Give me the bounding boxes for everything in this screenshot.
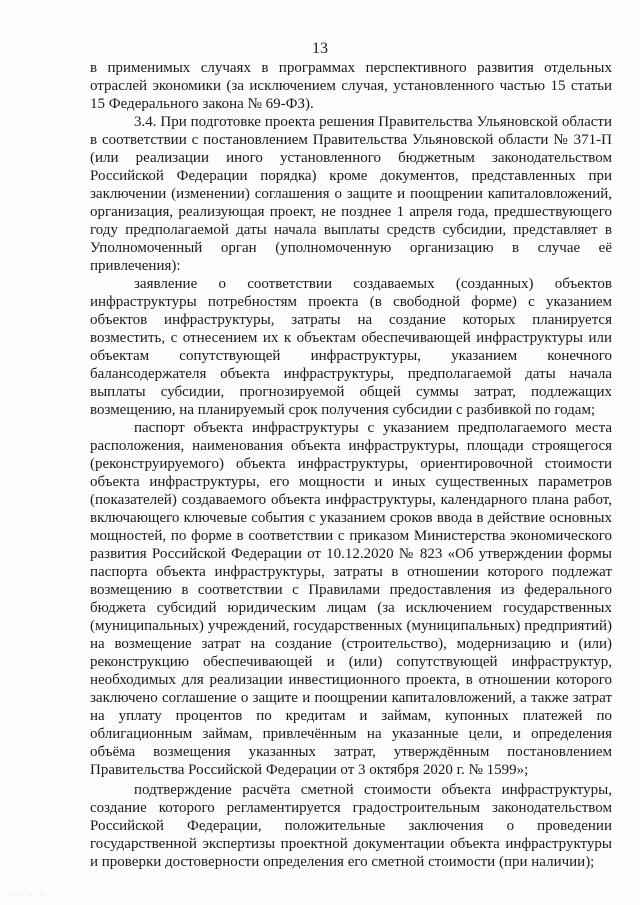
paragraph-continuation: в применимых случаях в программах перспективного развития отдельных отраслей экономики (за исключением случая, установленного частью 15 статьи 15 Федерального закона № 69-ФЗ).: [90, 60, 612, 112]
scan-artifact-marks: ·· ·· ·· ··: [8, 891, 43, 899]
paragraph-infrastructure-passport: паспорт объекта инфраструктуры с указанием предполагаемого места расположения, наименования объекта инфраструктуры, площади строящегося (реконструируемого) объекта инфраструктуры, ориентировочной стоимости объекта инфраструктуры, его мощности и иных существенных параметров (показателей) создаваемого объекта инфраструктуры, календарного плана работ, включающего ключевые события с указанием сроков ввода в действие основных мощностей, по форме в соответствии с приказом Министерства экономического развития Российской Федерации от 10.12.2020 № 823 «Об утверждении формы паспорта объекта инфраструктуры, затраты в отношении которого подлежат возмещению в соответствии с Правилами предоставления из федерального бюджета субсидий юридическим лицам (за исключением государственных (муниципальных) учреждений, государственных (муниципальных) предприятий) на возмещение затрат на создание (строительство), модернизацию и (или) реконструкцию обеспечивающей и (или) сопутствующей инфраструктур, необходимых для реализации инвестиционного проекта, в отношении которого заключено соглашение о защите и поощрении капиталовложений, а также затрат на уплату процентов по кредитам и займам, купонных платежей по облигационным займам, привлечённым на указанные цели, и определения объёма возмещения указанных затрат, утверждённым постановлением Правительства Российской Федерации от 3 октября 2020 г. № 1599»;: [90, 420, 612, 778]
paragraph-clause-3-4: 3.4. При подготовке проекта решения Правительства Ульяновской области в соответствии с постановлением Правительства Ульяновской области № 371-П (или реализации иного установленного бюджетным законодательством Российской Федерации порядка) кроме документов, представленных при заключении (изменении) соглашения о защите и поощрении капиталовложений, организация, реализующая проект, не позднее 1 апреля года, предшествующего году предполагаемой даты начала выплаты средств субсидии, представляет в Уполномоченный орган (уполномоченную организацию в случае её привлечения):: [90, 114, 612, 274]
document-body: [90, 59, 612, 871]
page-number: 13: [312, 40, 328, 57]
paragraph-cost-confirmation: подтверждение расчёта сметной стоимости объекта инфраструктуры, создание которого регламентируется градостроительным законодательством Российской Федерации, положительные заключения о проведении государственной экспертизы проектной документации объекта инфраструктуры и проверки достоверности определения его сметной стоимости (при наличии);: [90, 782, 612, 870]
paragraph-application-statement: заявление о соответствии создаваемых (созданных) объектов инфраструктуры потребностям проекта (в свободной форме) с указанием объектов инфраструктуры, затраты на создание которых планируется возместить, с отнесением их к объектам обеспечивающей инфраструктуры или объектам сопутствующей инфраструктуры, указанием конечного балансодержателя объекта инфраструктуры, предполагаемой даты начала выплаты субсидии, прогнозируемой общей суммы затрат, подлежащих возмещению, на планируемый срок получения субсидии с разбивкой по годам;: [90, 276, 612, 418]
